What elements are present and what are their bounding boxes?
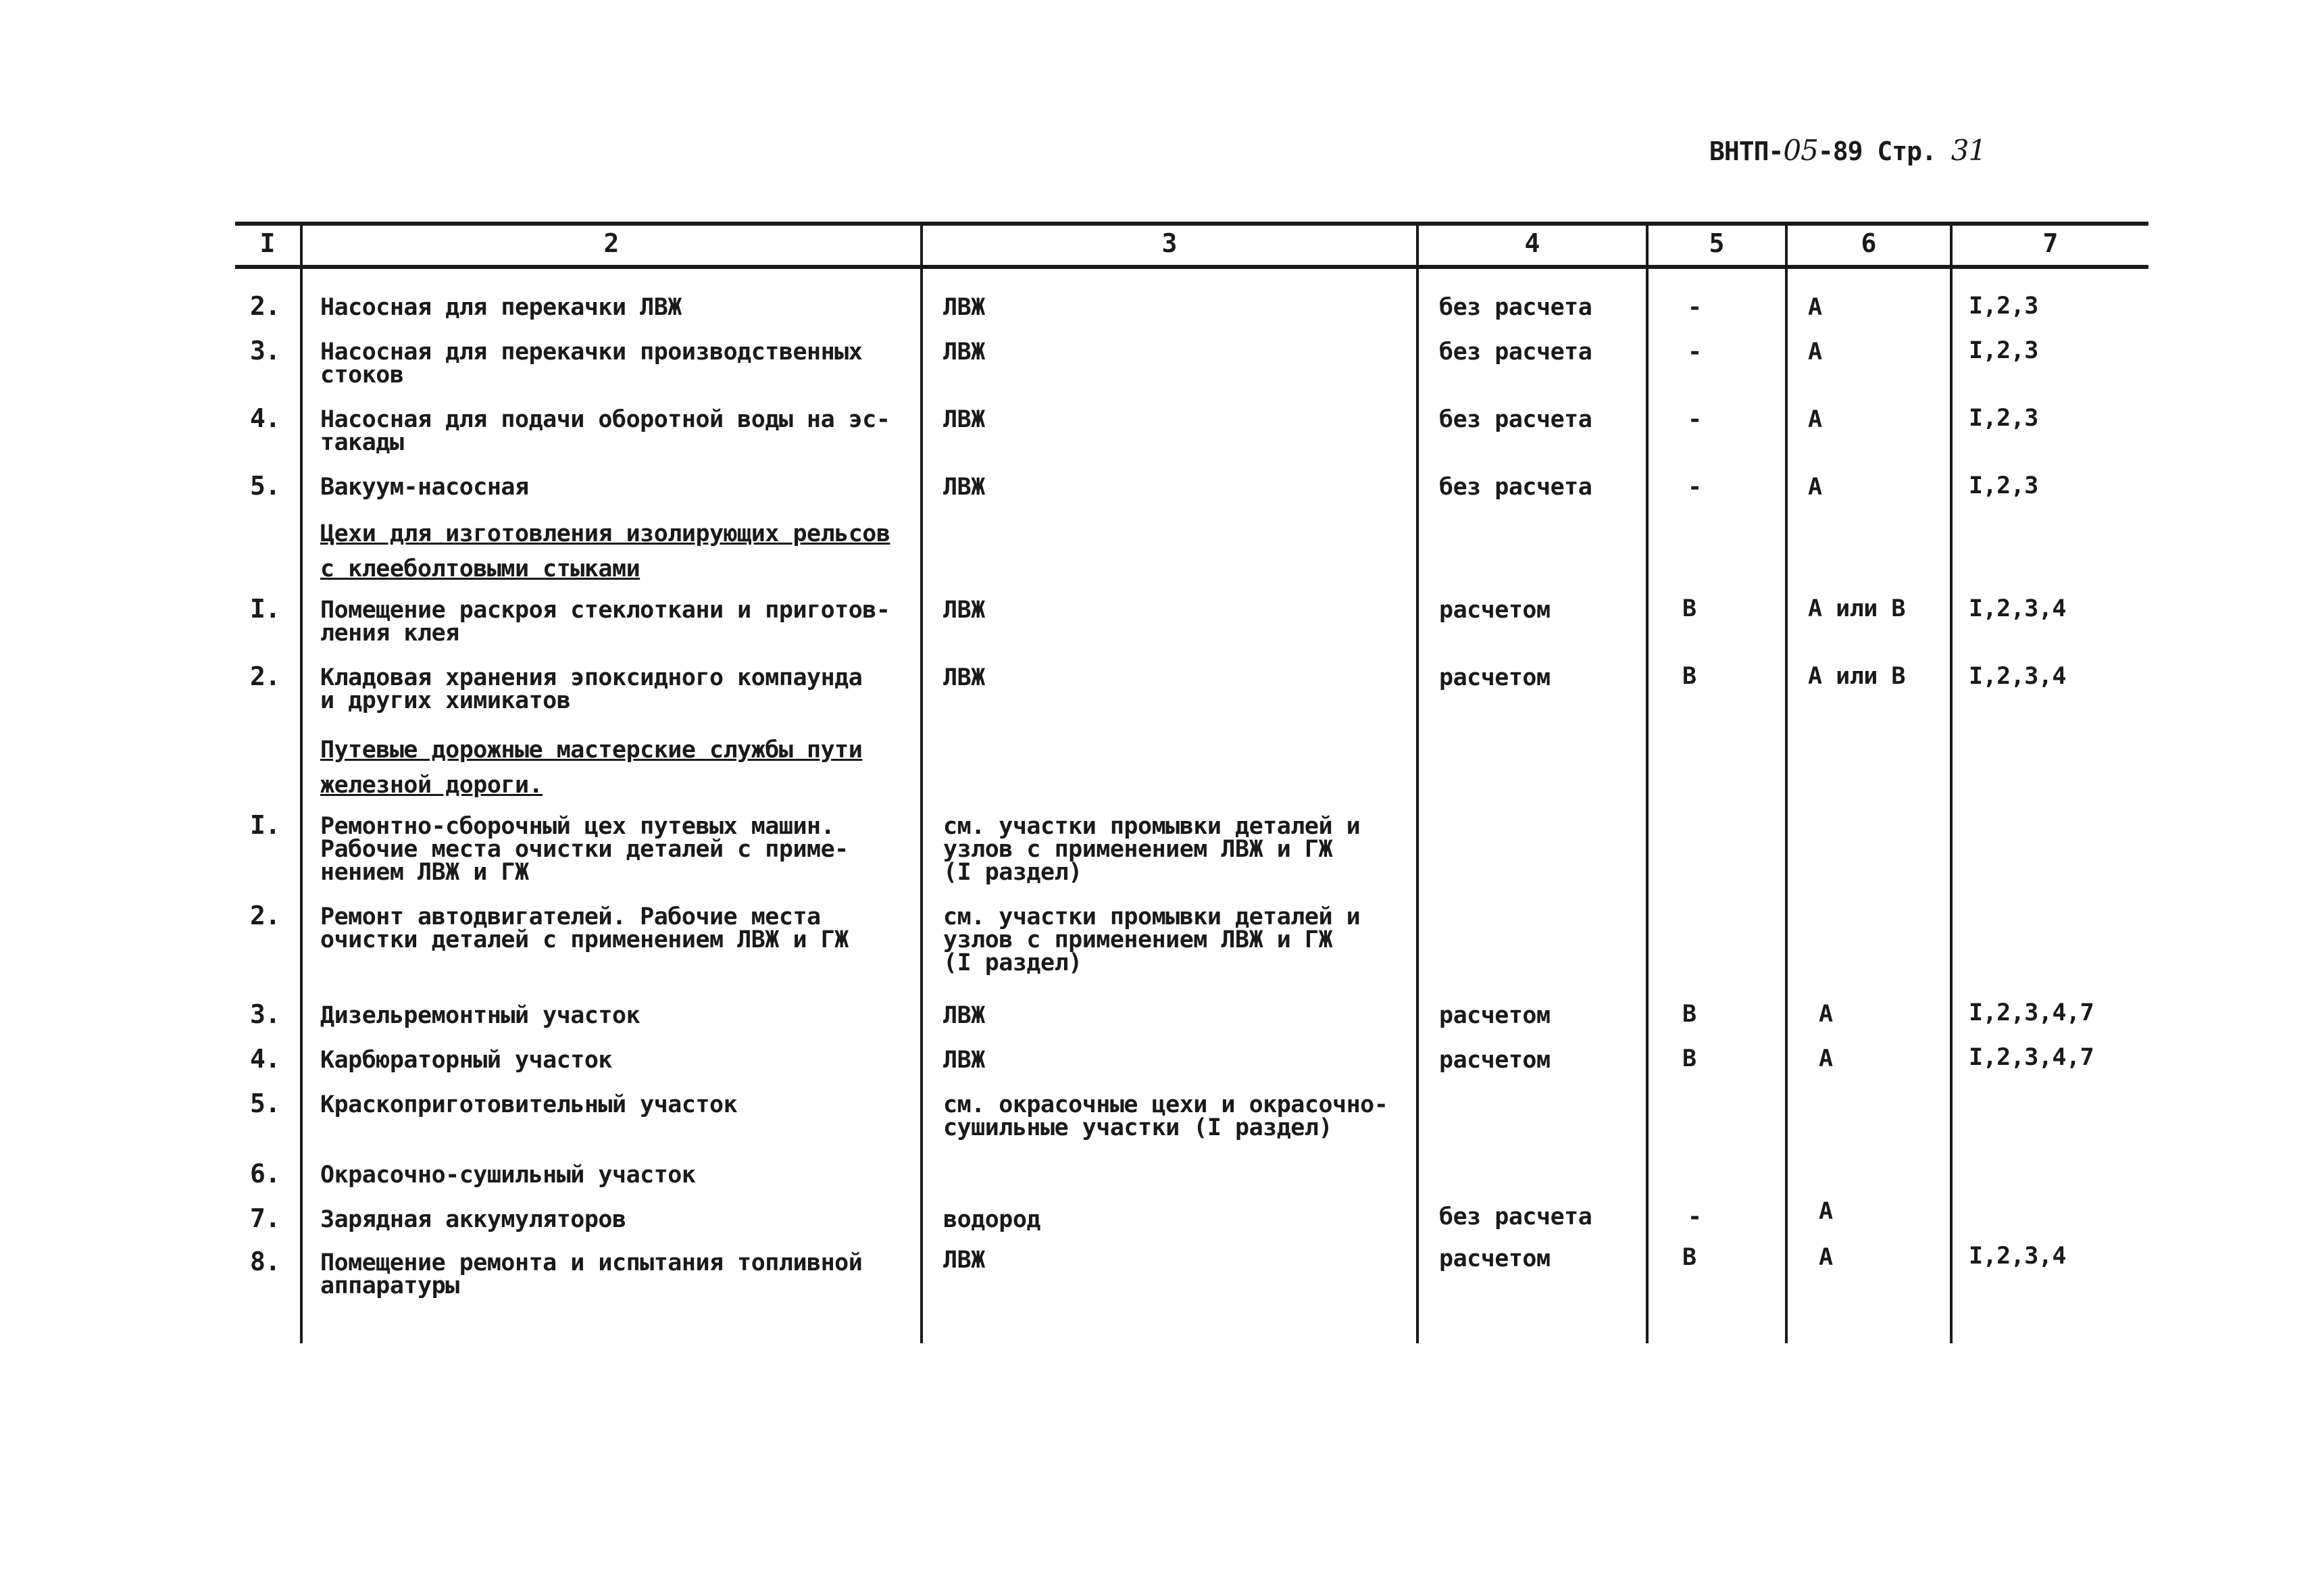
method: расчетом: [1439, 1047, 1551, 1074]
header-handwritten-code: 05: [1783, 134, 1818, 167]
section-heading: Цехи для изготовления изолирующих рельсов с клееболтовыми стыками: [320, 520, 890, 582]
header-page-label: Стр.: [1877, 136, 1936, 166]
row-number: I.: [250, 810, 280, 840]
row-number: 5.: [250, 1089, 280, 1118]
category: -: [1688, 294, 1702, 321]
column-header-7: 7: [2042, 228, 2059, 258]
table-header-rule: [235, 265, 2148, 269]
zone-class: А: [1808, 474, 1822, 501]
substance: ЛВЖ: [943, 294, 985, 321]
column-divider: [920, 222, 923, 1343]
substance: ЛВЖ: [943, 664, 985, 691]
zone-class: А: [1808, 339, 1822, 366]
method: без расчета: [1439, 294, 1592, 321]
row-number: 5.: [250, 471, 280, 501]
substance: см. окрасочные цехи и окрасочно- сушильные участки (I раздел): [943, 1091, 1388, 1141]
row-number: 3.: [250, 999, 280, 1029]
column-header-4: 4: [1524, 228, 1540, 258]
substance: водород: [943, 1206, 1041, 1233]
room-name: Окрасочно-сушильный участок: [320, 1162, 696, 1189]
substance: ЛВЖ: [943, 1002, 985, 1029]
room-name: Вакуум-насосная: [320, 474, 529, 501]
column-header-5: 5: [1709, 228, 1725, 258]
references: I,2,3: [1969, 337, 2038, 364]
substance: см. участки промывки деталей и узлов с применением ЛВЖ и ГЖ (I раздел): [943, 813, 1361, 886]
column-header-2: 2: [603, 228, 620, 258]
header-page-number: 31: [1951, 134, 1986, 167]
row-number: 7.: [250, 1203, 280, 1233]
room-name: Карбюраторный участок: [320, 1047, 613, 1074]
zone-class: А: [1819, 1001, 1833, 1028]
substance: см. участки промывки деталей и узлов с применением ЛВЖ и ГЖ (I раздел): [943, 903, 1361, 976]
method: расчетом: [1439, 1245, 1551, 1272]
row-number: 3.: [250, 336, 280, 366]
room-name: Кладовая хранения эпоксидного компаунда и других химикатов: [320, 664, 863, 714]
category: В: [1682, 1045, 1696, 1072]
header-suffix: -89: [1817, 136, 1863, 166]
room-name: Насосная для перекачки ЛВЖ: [320, 294, 682, 321]
row-number: 2.: [250, 901, 280, 930]
row-number: 4.: [250, 403, 280, 433]
document-header: [1709, 134, 1986, 167]
category: -: [1688, 474, 1702, 501]
category: В: [1682, 663, 1696, 690]
room-name: Насосная для перекачки производственных стоков: [320, 339, 863, 389]
substance: ЛВЖ: [943, 474, 985, 501]
room-name: Дизельремонтный участок: [320, 1002, 640, 1029]
method: расчетом: [1439, 664, 1551, 691]
room-name: Помещение раскроя стеклоткани и приготов- ления клея: [320, 597, 890, 647]
row-number: 2.: [250, 291, 280, 321]
room-name: Насосная для подачи оборотной воды на эс- такады: [320, 406, 890, 456]
method: без расчета: [1439, 339, 1592, 366]
row-number: 4.: [250, 1044, 280, 1074]
zone-class: А или В: [1808, 595, 1906, 622]
zone-class: А: [1819, 1045, 1833, 1072]
row-number: 2.: [250, 662, 280, 691]
references: I,2,3,4,7: [1969, 1044, 2094, 1071]
zone-class: А или В: [1808, 663, 1906, 690]
method: без расчета: [1439, 474, 1592, 501]
category: В: [1682, 1244, 1696, 1271]
zone-class: А: [1819, 1198, 1833, 1225]
category: В: [1682, 1001, 1696, 1028]
substance: ЛВЖ: [943, 1247, 985, 1274]
references: I,2,3: [1969, 405, 2038, 432]
references: I,2,3,4,7: [1969, 999, 2094, 1026]
zone-class: А: [1808, 294, 1822, 321]
substance: ЛВЖ: [943, 597, 985, 624]
room-name: Ремонтно-сборочный цех путевых машин. Рабочие места очистки деталей с приме- нением ЛВЖ и ГЖ: [320, 813, 849, 886]
row-number: I.: [250, 594, 280, 624]
category: В: [1682, 595, 1696, 622]
references: I,2,3,4: [1969, 595, 2067, 622]
references: I,2,3: [1969, 293, 2038, 320]
row-number: 6.: [250, 1159, 280, 1189]
category: -: [1688, 406, 1702, 433]
method: без расчета: [1439, 406, 1592, 433]
category: -: [1688, 1203, 1702, 1230]
method: расчетом: [1439, 597, 1551, 624]
column-header-3: 3: [1161, 228, 1178, 258]
column-divider: [1950, 222, 1953, 1343]
room-name: Ремонт автодвигателей. Рабочие места очистки деталей с применением ЛВЖ и ГЖ: [320, 903, 849, 953]
method: расчетом: [1439, 1002, 1551, 1029]
data-table: [235, 222, 2148, 1343]
room-name: Зарядная аккумуляторов: [320, 1206, 626, 1233]
references: I,2,3,4: [1969, 663, 2067, 690]
column-divider: [1785, 222, 1788, 1343]
method: без расчета: [1439, 1203, 1592, 1230]
category: -: [1688, 339, 1702, 366]
references: I,2,3: [1969, 472, 2038, 499]
header-prefix: ВНТП-: [1709, 136, 1784, 166]
substance: ЛВЖ: [943, 339, 985, 366]
column-header-6: 6: [1861, 228, 1877, 258]
column-divider: [1646, 222, 1649, 1343]
column-divider: [300, 222, 303, 1343]
row-number: 8.: [250, 1247, 280, 1276]
zone-class: А: [1819, 1244, 1833, 1271]
substance: ЛВЖ: [943, 1047, 985, 1074]
zone-class: А: [1808, 406, 1822, 433]
column-divider: [1416, 222, 1419, 1343]
substance: ЛВЖ: [943, 406, 985, 433]
column-header-1: I: [259, 228, 276, 258]
references: I,2,3,4: [1969, 1243, 2067, 1270]
room-name: Помещение ремонта и испытания топливной аппаратуры: [320, 1249, 863, 1299]
room-name: Краскоприготовительный участок: [320, 1091, 738, 1118]
section-heading: Путевые дорожные мастерские службы пути железной дороги.: [320, 737, 863, 799]
